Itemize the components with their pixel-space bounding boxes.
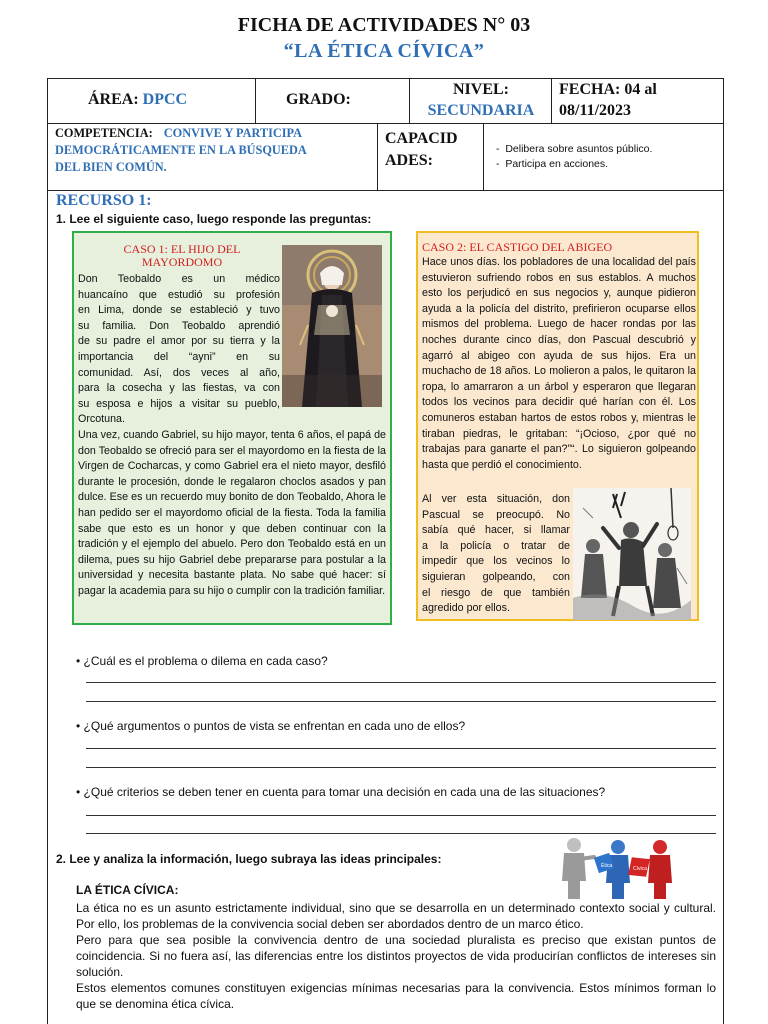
recurso-instruction: 1. Lee el siguiente caso, luego responde las preguntas: — [56, 212, 372, 226]
case1-line: su familia. Don Teobaldo aprendió — [78, 319, 280, 332]
virgin-statue-image — [282, 245, 382, 407]
fecha-line2: 08/11/2023 — [559, 102, 632, 119]
grado-cell — [256, 79, 410, 124]
question-2: • ¿Qué argumentos o puntos de vista se enfrentan en cada uno de ellos? — [76, 719, 466, 733]
nivel-value: SECUNDARIA — [427, 102, 535, 119]
case2-line: agredido por ellos. — [422, 602, 510, 615]
case1-line: comunidad. Así, dos veces al año, — [78, 366, 280, 379]
question-1: • ¿Cuál es el problema o dilema en cada caso? — [76, 654, 328, 668]
area-label: ÁREA: — [88, 91, 139, 108]
case2-line: a la policía o tratar de — [422, 539, 570, 552]
capacidades-label-l2: ADES: — [385, 152, 434, 169]
case1-box — [72, 231, 392, 625]
recurso-title: RECURSO 1: — [56, 192, 152, 209]
section2-paragraph-3: Estos elementos comunes constituyen exigencias mínimas necesarias para la convivencia. Estos mínimos forman lo que se denomina ética cívica. — [76, 981, 716, 1011]
section2-paragraph-1: La ética no es un asunto estrictamente individual, sino que se desarrolla en un determinado contexto social y cultural. Por ello, los problemas de la convivencia social deben ser abordados dentro de un marco ético. — [76, 901, 716, 931]
case2-line: sabía qué hacer, si llamar — [422, 524, 570, 537]
fecha-line1: FECHA: 04 al — [559, 81, 657, 98]
case1-line: en Lima, donde se estableció y tuvo — [78, 304, 280, 317]
case1-line: importancia del “ayni” en su — [78, 350, 280, 363]
capacidad-item: - Participa en acciones. — [496, 158, 609, 170]
answer-line — [86, 701, 716, 702]
case2-line: Al ver esta situación, don — [422, 493, 570, 505]
area-cell — [48, 79, 256, 124]
case2-line: siguieran golpeando, con — [422, 570, 570, 583]
grado-label: GRADO: — [286, 91, 351, 108]
answer-line — [86, 682, 716, 683]
capacidad-item: - Delibera sobre asuntos público. — [496, 143, 653, 155]
worksheet-title: FICHA DE ACTIVIDADES N° 03 — [237, 14, 531, 36]
mob-illustration-image — [573, 488, 691, 620]
puzzle-people-image — [560, 837, 686, 901]
answer-line — [86, 748, 716, 749]
nivel-label: NIVEL: — [452, 81, 509, 98]
worksheet-frame — [47, 78, 724, 1024]
answer-line — [86, 815, 716, 816]
case1-line: Orcotuna. — [78, 413, 125, 426]
capacidades-list-cell — [484, 124, 723, 191]
case2-box — [416, 231, 699, 621]
case1-line: de su padre el amor por su tierra y la — [78, 335, 280, 348]
case1-line: para la cosecha y las fiestas, va con — [78, 382, 280, 395]
worksheet-subtitle: “LA ÉTICA CÍVICA” — [283, 40, 485, 62]
case2-paragraph1: Hace unos días. los pobladores de una localidad del país estuvieron sufriendo robos en sus establos. A muchos esto los perjudicó en sus negocios y, aunque pidieron ayuda a la policía del distrito, prefirieron ocuparse ellos mismos del problema. Luego de hacer rondas por las noches durante cinco días, don Pascual descubrió y agarró al abigeo con ayuda de sus hijos. Era un muchacho de 18 años. Lo molieron a palos, le quitaron la ropa, lo amarraron a un árbol y esperaron que llegaran todos los vecinos para decidir qué harían con él. Los comuneros estaban hartos de estos robos y, mientras le tiraban piedras, le gritaban: “¡Ocioso, ¿por qué no trabajas para ganarte el pan?”“. Lo siguieron golpeando hasta que perdió el conocimiento. — [422, 256, 696, 471]
case1-line: huancaíno que estudió su profesión — [78, 288, 280, 301]
case2-line: el riesgo de que también — [422, 586, 570, 599]
competencia-cell — [48, 124, 378, 191]
capacidades-label-l1: CAPACID — [385, 130, 458, 147]
case2-line: impedir que los vecinos lo — [422, 555, 570, 568]
puzzle-blue-label: Ética — [601, 863, 613, 869]
case1-title-l2: MAYORDOMO — [141, 255, 223, 269]
case1-title-l1: CASO 1: EL HIJO DEL — [123, 242, 241, 256]
competencia-value-l2: DEMOCRÁTICAMENTE EN LA BÚSQUEDA — [55, 143, 307, 157]
fecha-cell — [552, 79, 723, 124]
section2-paragraph-2: Pero para que sea posible la convivencia dentro de una sociedad pluralista es preciso que existan puntos de coincidencia. Si no fuera así, las diferencias entre los distintos proyectos de vida producirían conflictos de intereses sin solución. — [76, 933, 716, 979]
answer-line — [86, 767, 716, 768]
case2-title: CASO 2: EL CASTIGO DEL ABIGEO — [422, 240, 613, 254]
competencia-value-l3: DEL BIEN COMÚN. — [55, 160, 167, 174]
competencia-value-l1: CONVIVE Y PARTICIPA — [163, 126, 303, 140]
case1-paragraph2: Una vez, cuando Gabriel, su hijo mayor, tenta 6 años, el papá de don Teobaldo se ofreció para ser el mayordomo en la fiesta de la Virgen de Cocharcas, y como Gabriel era el nieto mayor, desfiló durante le procesión, donde le regalaron choclos asados y pan dulce. Ese es un recuerdo muy bonito de don Teobaldo, Ahora le han pedido ser el mayordomo oficial de la fiesta. Toda la familia sabe que esto es un honor y que deben continuar con la tradición y el ejemplo del abuelo. Pero don Teobaldo está en un dilema, pues su hijo Gabriel debe prepararse para postular a la universidad y necesita bastante plata. No sabe qué hacer: sí pagar la academia para su hijo o cumplir con la tradición familiar. — [78, 429, 386, 597]
nivel-cell — [410, 79, 552, 124]
capacidades-label-cell — [378, 124, 484, 191]
case2-line: Pascual se preocupó. No — [422, 508, 570, 521]
competencia-row — [48, 124, 723, 191]
competencia-label: COMPETENCIA: — [55, 126, 153, 140]
info-row — [48, 79, 723, 124]
section2-heading: LA ÉTICA CÍVICA: — [76, 883, 179, 897]
answer-line — [86, 833, 716, 834]
section2-instruction: 2. Lee y analiza la información, luego subraya las ideas principales: — [56, 852, 442, 866]
puzzle-red-label: Cívica — [633, 866, 647, 872]
case1-line: Don Teobaldo es un médico — [78, 273, 280, 285]
case1-line: su esposa e hijos a visitar su pueblo, — [78, 397, 280, 410]
question-3: • ¿Qué criterios se deben tener en cuenta para tomar una decisión en cada una de las situaciones? — [76, 785, 606, 799]
area-value: DPCC — [142, 91, 188, 108]
